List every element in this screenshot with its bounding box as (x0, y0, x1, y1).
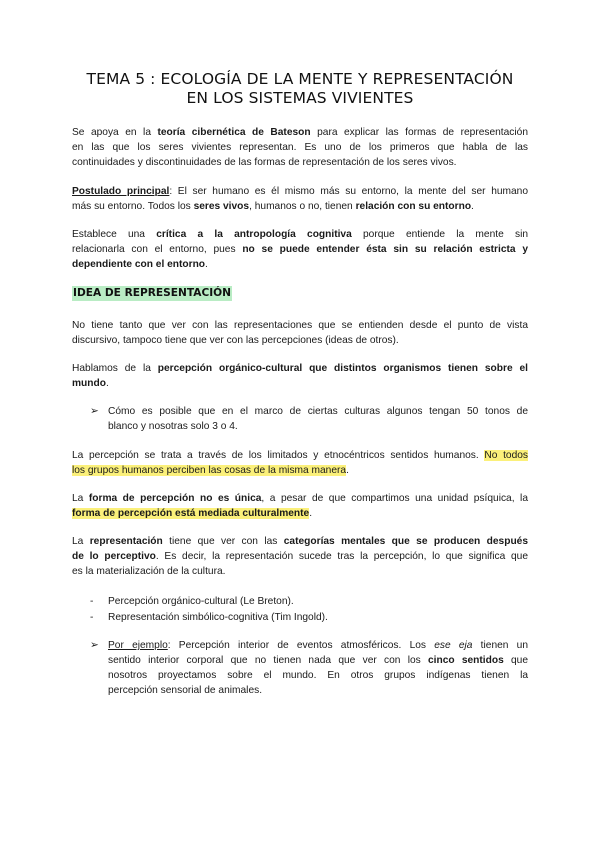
paragraph-percepcion (72, 361, 528, 391)
paragraph-bateson (72, 125, 528, 170)
text-line: es la materialización de la cultura. (72, 566, 226, 577)
text-line: sentido interior corporal que no tienen nada que ver con los cinco sentidos que (108, 655, 529, 666)
text-line: forma de percepción está mediada culturalmente. (72, 508, 313, 519)
text-line: Se apoya en la teoría cibernética de Bateson para explicar las formas de representación (72, 127, 528, 138)
paragraph-critica (72, 227, 528, 272)
text-line: los grupos humanos perciben las cosas de la misma manera. (72, 465, 349, 476)
text-line: Cómo es posible que en el marco de ciertas culturas algunos tengan 50 tonos de (108, 406, 528, 417)
text-line: La percepción se trata a través de los limitados y etnocéntricos sentidos humanos. No todos (72, 450, 528, 461)
paragraph-forma-percepcion (72, 491, 528, 521)
text-line: Establece una crítica a la antropología cognitiva porque entiende la mente sin (72, 229, 529, 240)
dash-bullet: - (90, 612, 94, 623)
page-title (72, 70, 528, 108)
paragraph-sentidos (72, 448, 528, 478)
text-line: en las que los seres vivientes representan. Es uno de los primeros que habla de las (72, 142, 528, 153)
list-item: Percepción orgánico-cultural (Le Breton). (108, 596, 294, 607)
text-line: Por ejemplo: Percepción interior de eventos atmosféricos. Los ese eja tienen un (108, 640, 528, 651)
bullet-item-example (108, 638, 528, 698)
text-line: discursivo, tampoco tiene que ver con las percepciones (ideas de otros). (72, 335, 399, 346)
paragraph-postulado (72, 184, 528, 214)
title-line-2: EN LOS SISTEMAS VIVIENTES (186, 89, 414, 107)
dash-bullet: - (90, 596, 94, 607)
paragraph-representacion (72, 534, 528, 579)
text-line: mundo. (72, 378, 109, 389)
text-line: nosotros proyectamos sobre el mundo. En otros grupos indígenas tienen la (108, 670, 528, 681)
text-line: más su entorno. Todos los seres vivos, humanos o no, tienen relación con su entorno. (72, 201, 474, 212)
text-line: La representación tiene que ver con las categorías mentales que se producen después (72, 536, 529, 547)
text-line: de lo perceptivo. Es decir, la representación sucede tras la percepción, lo que significa que (72, 551, 528, 562)
text-line: Postulado principal: El ser humano es él mismo más su entorno, la mente del ser humano (72, 186, 529, 197)
text-line: percepción sensorial de animales. (108, 685, 263, 696)
text-line: No tiene tanto que ver con las representaciones que se entienden desde el punto de vista (72, 320, 528, 331)
text-line: La forma de percepción no es única, a pesar de que compartimos una unidad psíquica, la (72, 493, 528, 504)
section-header: IDEA DE REPRESENTACIÓN (73, 287, 232, 299)
arrow-bullet-icon: ➢ (90, 405, 99, 417)
list-item: Representación simbólico-cognitiva (Tim Ingold). (108, 612, 328, 623)
title-line-1: TEMA 5 : ECOLOGÍA DE LA MENTE Y REPRESENTACIÓN (86, 70, 514, 88)
text-line: blanco y nosotras solo 3 o 4. (108, 421, 238, 432)
text-line: continuidades y discontinuidades de las formas de representación de los seres vivos. (72, 157, 457, 168)
paragraph-representaciones (72, 318, 528, 348)
text-line: relacionarla con el entorno, pues no se puede entender ésta sin su relación estricta y (72, 244, 528, 255)
bullet-item (108, 404, 528, 434)
arrow-bullet-icon: ➢ (90, 639, 99, 651)
text-line: Hablamos de la percepción orgánico-cultural que distintos organismos tienen sobre el (72, 363, 528, 374)
text-line: dependiente con el entorno. (72, 259, 208, 270)
